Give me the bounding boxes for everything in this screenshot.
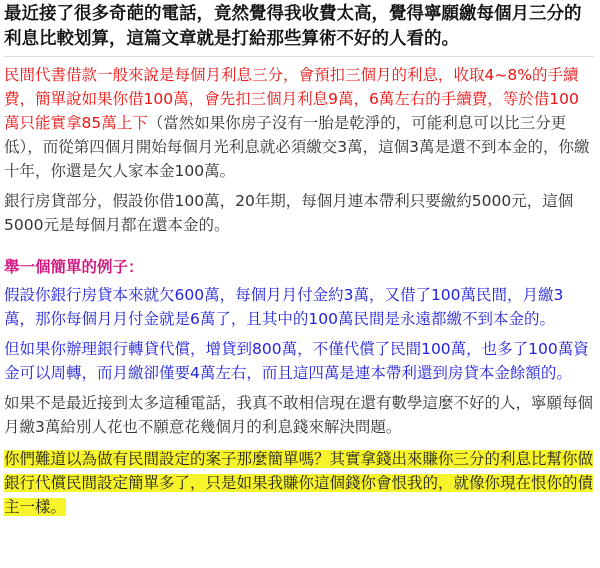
example-paragraph-1: 假設你銀行房貸本來就欠600萬，每個月月付金約3萬，又借了100萬民間，月繳3萬，那你每個月月付金就是6萬了，且其中的100萬民間是永遠都繳不到本金的。 <box>4 286 564 328</box>
private-loan-paragraph <box>4 63 594 183</box>
highlighted-text: 你們難道以為做有民間設定的案子那麼簡單嗎？其實拿錢出來賺你三分的利息比幫你做銀行代償民間設定簡單多了，只是如果我賺你這個錢你會恨我的，就像你現在恨你的債主一樣。 <box>4 450 594 516</box>
intro-paragraph: 最近接了很多奇葩的電話，竟然覺得我收費太高，覺得寧願繳每個月三分的利息比較划算，這篇文章就是打給那些算術不好的人看的。 <box>4 4 582 49</box>
closing-paragraph: 如果不是最近接到太多這種電話，我真不敢相信現在還有數學這麼不好的人，寧願每個月繳3萬給別人花也不願意花幾個月的利息錢來解決問題。 <box>4 394 594 436</box>
example-paragraph-2: 但如果你辦理銀行轉貸代償，增貸到800萬，不僅代償了民間100萬，也多了100萬資金可以周轉，而月繳卻僅要4萬左右，而且這四萬是連本帶利還到房貸本金餘額的。 <box>4 340 589 382</box>
private-loan-terms: 民間代書借款一般來說是每個月利息三分，會預扣三個月的利息，收取4~8%的手續費，簡單說如果你借100萬，會先扣三個月利息9萬，6萬左右的手續費，等於借100萬只能實拿85萬上下 <box>4 66 579 132</box>
bank-mortgage-paragraph: 銀行房貸部分，假設你借100萬，20年期，每個月連本帶利只要繳約5000元，這個5000元是每個月都在還本金的。 <box>4 192 574 234</box>
highlight-paragraph <box>4 447 594 519</box>
divider <box>4 56 594 57</box>
private-loan-explanation: （當然如果你房子沒有一胎是乾淨的，可能利息可以比三分更低），而從第四個月開始每個月光利息就必須繳交3萬，這個3萬是還不到本金的，你繳十年，你還是欠人家本金100萬。 <box>4 114 590 180</box>
example-heading: 舉一個簡單的例子： <box>4 258 144 276</box>
